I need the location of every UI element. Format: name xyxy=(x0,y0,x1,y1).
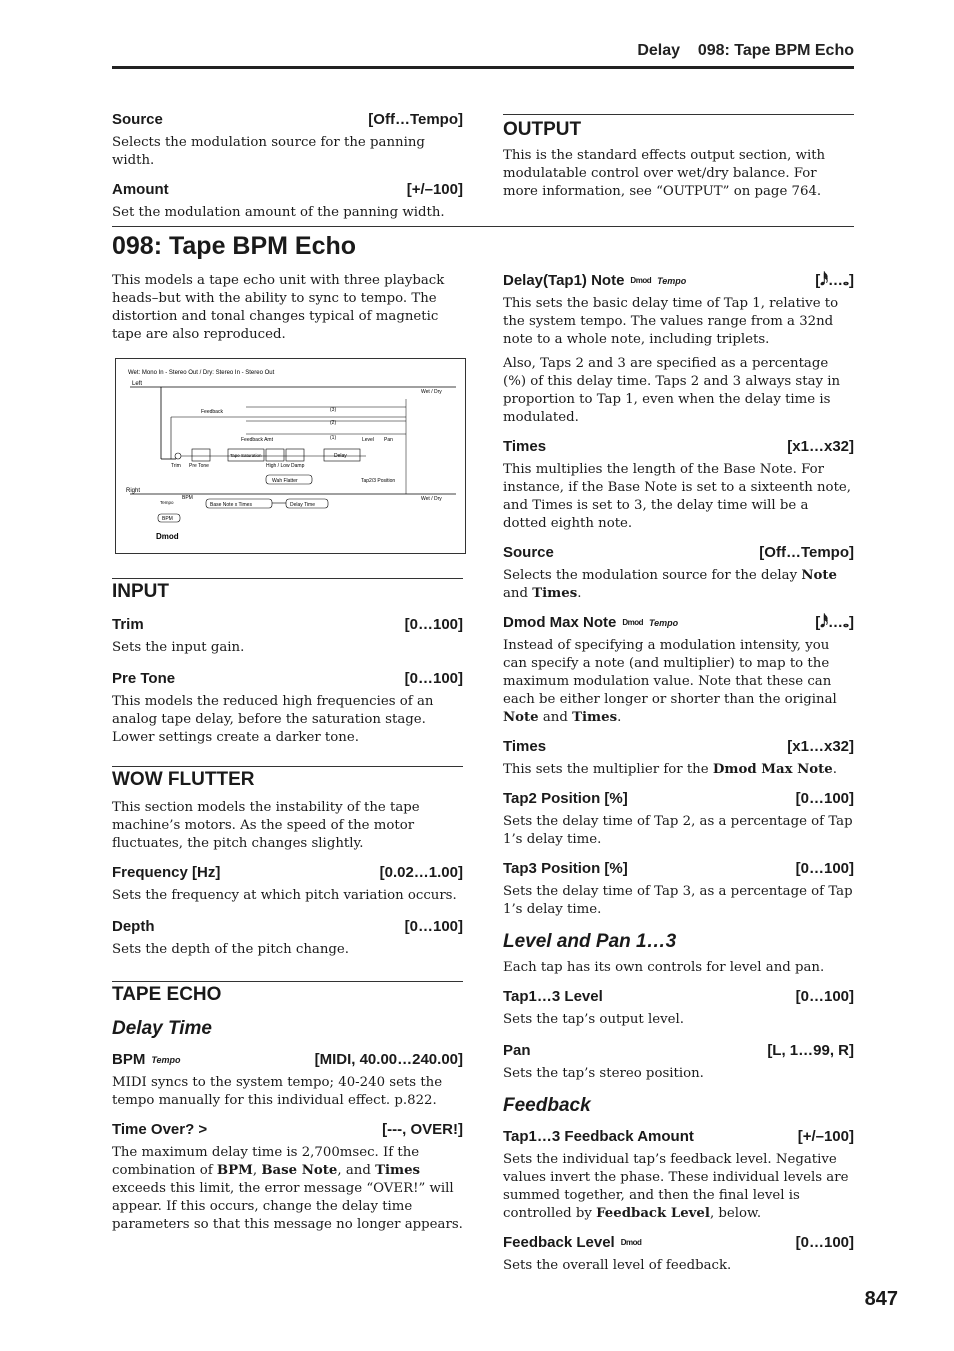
header-rule xyxy=(112,66,854,69)
param-delay-note: Delay(Tap1) Note Dmod Tempo [𝅘𝅥𝅰…𝅝] xyxy=(503,271,854,291)
diagram-level: Level xyxy=(362,437,374,443)
param-dmod-max: Dmod Max Note Dmod Tempo [𝅘𝅥𝅰…𝅝] xyxy=(503,613,854,633)
param-source-delay: Source [Off…Tempo] xyxy=(503,544,854,562)
diagram-right: Right xyxy=(126,488,141,494)
param-frequency: Frequency [Hz] [0.02…1.00] xyxy=(112,864,463,881)
signal-flow-diagram xyxy=(115,358,466,554)
param-amount-pan: Amount [+/–100] xyxy=(112,181,463,198)
diagram-tempo: Tempo xyxy=(160,500,174,505)
diagram-basenote: Base Note x Times xyxy=(210,502,252,508)
header-page-title: 098: Tape BPM Echo xyxy=(697,42,854,59)
diagram-tap23: Tap2/3 Position xyxy=(361,478,396,484)
param-pretone: Pre Tone [0…100] xyxy=(112,670,463,687)
param-times2: Times [x1…x32] xyxy=(503,738,854,756)
main-title: 098: Tape BPM Echo xyxy=(112,232,357,260)
tempo-icon: Tempo xyxy=(649,618,679,629)
diagram-t3: (3) xyxy=(330,407,337,413)
diagram-dmod: Dmod xyxy=(156,532,179,541)
dmod-icon: Dmod xyxy=(630,276,652,286)
diagram-hilo: High / Low Damp xyxy=(266,463,305,469)
tape-echo-title: TAPE ECHO xyxy=(112,984,222,1005)
delay-time-subhead: Delay Time xyxy=(112,1018,212,1039)
diagram-pretone: Pre Tone xyxy=(189,463,209,469)
diagram-t2: (2) xyxy=(330,420,337,426)
param-tap-level: Tap1…3 Level [0…100] xyxy=(503,988,854,1006)
right-column: Delay(Tap1) Note Dmod Tempo [𝅘𝅥𝅰…𝅝] This sets the basic delay time of Tap 1, relative to the system tempo. The values range from a 32nd note to a whole note, including triplets. Also, Taps 2 and 3 are specified as a percentage (%) of this delay time. Taps 2 and 3 always stay in proportion to Tap 1, even when the delay time is modulated. Times [x1…x32] This multiplies the length of the Base Note. For instance, if the Base Note is set to a sixteenth note, and Times is set to 3, the delay time will be a dotted eighth note. Source [Off…Tempo] Selects the modulation source for the delay Note and Times. Dmod Max Note Dmod Tempo [𝅘𝅥𝅰…𝅝] Instead of specifying a modulation intensity, you can specify a note (and multiplier) to map to the maximum modulation value. Note that these can each be either longer or shorter than the original Note and Times. Times [x1…x32] This sets the multiplier for the Dmod Max Note. Tap2 Position [%] [0…100] Sets the delay time of Tap 2, as a percentage of Tap 1’s delay time. Tap3 Position [%] [0…100] Sets the delay time of Tap 3, as a percentage of Tap 1’s delay time. Level and Pan 1…3 Each tap has its own controls for level and pan. Tap1…3 Level [0…100] Sets the tap’s output level. Pan [L, 1…99, R] Sets the tap’s stereo position. Feedback Tap1…3 Feedback Amount [+/–100] Sets the individual tap’s feedback level. Negative values invert the phase. These individual levels are summed together, and then the final level is controlled by Feedback Level, below. Feedback Level Dmod [0…100] Sets the overall level of feedback. xyxy=(503,272,854,1274)
diagram-pan: Pan xyxy=(384,437,393,443)
param-bpm: BPM Tempo [MIDI, 40.00…240.00] xyxy=(112,1050,463,1070)
wow-desc: This section models the instability of the tape machine’s motors. As the speed of the motor fluctuates, the pitch changes slightly. xyxy=(112,800,420,851)
param-tap2: Tap2 Position [%] [0…100] xyxy=(503,790,854,808)
diagram-t1: (1) xyxy=(330,435,337,441)
param-timeover: Time Over? > [---, OVER!] xyxy=(112,1121,463,1139)
diagram-wah: Wah Flatter xyxy=(272,478,298,484)
diagram-wetdry-bottom: Wet / Dry xyxy=(421,496,442,502)
output-desc: This is the standard effects output section, with modulatable control over wet/dry balance. For more information, see “OUTPUT” on page 764. xyxy=(503,148,826,199)
input-section: INPUT Trim [0…100] Sets the input gain. Pre Tone [0…100] This models the reduced high frequencies of an analog tape delay, before the saturation stage. Lower settings create a darker tone. xyxy=(112,578,463,747)
diagram-delaytime: Delay Time xyxy=(290,502,316,508)
diagram-bpm-top: BPM xyxy=(182,495,193,501)
running-header xyxy=(637,42,854,60)
param-fb-level: Feedback Level Dmod [0…100] xyxy=(503,1233,854,1253)
tempo-icon: Tempo xyxy=(151,1055,181,1066)
param-pan: Pan [L, 1…99, R] xyxy=(503,1042,854,1060)
tape-echo-section: TAPE ECHO Delay Time BPM Tempo [MIDI, 40.00…240.00] MIDI syncs to the system tempo; 40-240 sets the tempo manually for this individual effect. p.822. Time Over? > [---, OVER!] The maximum delay time is 2,700msec. If the combination of BPM, Base Note, and Times exceeds this limit, the error message “OVER!” will appear. If this occurs, change the delay time parameters so that this message no longer appears. xyxy=(112,981,463,1234)
top-left-params: Source [Off…Tempo] Selects the modulation source for the panning width. Amount [+/–100] Set the modulation amount of the panning width. xyxy=(112,111,463,220)
diagram-top-label: Wet: Mono In - Stereo Out / Dry: Stereo In - Stereo Out xyxy=(128,370,275,376)
intro-block xyxy=(112,272,463,344)
dmod-icon: Dmod xyxy=(620,1238,642,1248)
diagram-feedback-amt: Feedback Amt xyxy=(241,437,273,443)
main-title-rule xyxy=(112,226,854,227)
param-fb-amount: Tap1…3 Feedback Amount [+/–100] xyxy=(503,1128,854,1146)
diagram-delay: Delay xyxy=(334,453,347,459)
intro-text: This models a tape echo unit with three playback heads–but with the ability to sync to tempo. The distortion and tonal changes typical of magnetic tape are also reproduced. xyxy=(112,273,445,342)
diagram-tapesat: Tape Saturation xyxy=(230,453,262,458)
diagram-left: Left xyxy=(132,381,143,387)
timeover-desc: The maximum delay time is 2,700msec. If the combination of BPM, Base Note, and Times exceeds this limit, the error message “OVER!” will appear. If this occurs, change the delay time parameters so that this message no longer appears. xyxy=(112,1145,463,1233)
output-section xyxy=(503,114,854,201)
param-depth: Depth [0…100] xyxy=(112,918,463,935)
param-trim: Trim [0…100] xyxy=(112,616,463,633)
diagram-svg xyxy=(116,359,465,553)
wow-title: WOW FLUTTER xyxy=(112,769,255,790)
diagram-wetdry-top: Wet / Dry xyxy=(421,389,442,395)
diagram-trim: Trim xyxy=(171,463,181,469)
param-source-pan: Source [Off…Tempo] xyxy=(112,111,463,128)
tempo-icon: Tempo xyxy=(657,276,687,287)
page-number: 847 xyxy=(864,1288,898,1310)
diagram-bpm-bottom: BPM xyxy=(162,516,173,522)
header-section: Delay xyxy=(637,42,681,59)
param-tap3: Tap3 Position [%] [0…100] xyxy=(503,860,854,878)
param-times: Times [x1…x32] xyxy=(503,438,854,456)
level-pan-subhead: Level and Pan 1…3 xyxy=(503,931,677,953)
wow-section: WOW FLUTTER This section models the instability of the tape machine’s motors. As the speed of the motor fluctuates, the pitch changes slightly. Frequency [Hz] [0.02…1.00] Sets the frequency at which pitch variation occurs. Depth [0…100] Sets the depth of the pitch change. xyxy=(112,766,463,959)
main-title-wrap xyxy=(112,232,356,261)
input-title: INPUT xyxy=(112,581,169,602)
output-title: OUTPUT xyxy=(503,119,582,140)
feedback-subhead: Feedback xyxy=(503,1095,591,1117)
diagram-feedback: Feedback xyxy=(201,409,223,415)
dmod-icon: Dmod xyxy=(622,618,644,628)
